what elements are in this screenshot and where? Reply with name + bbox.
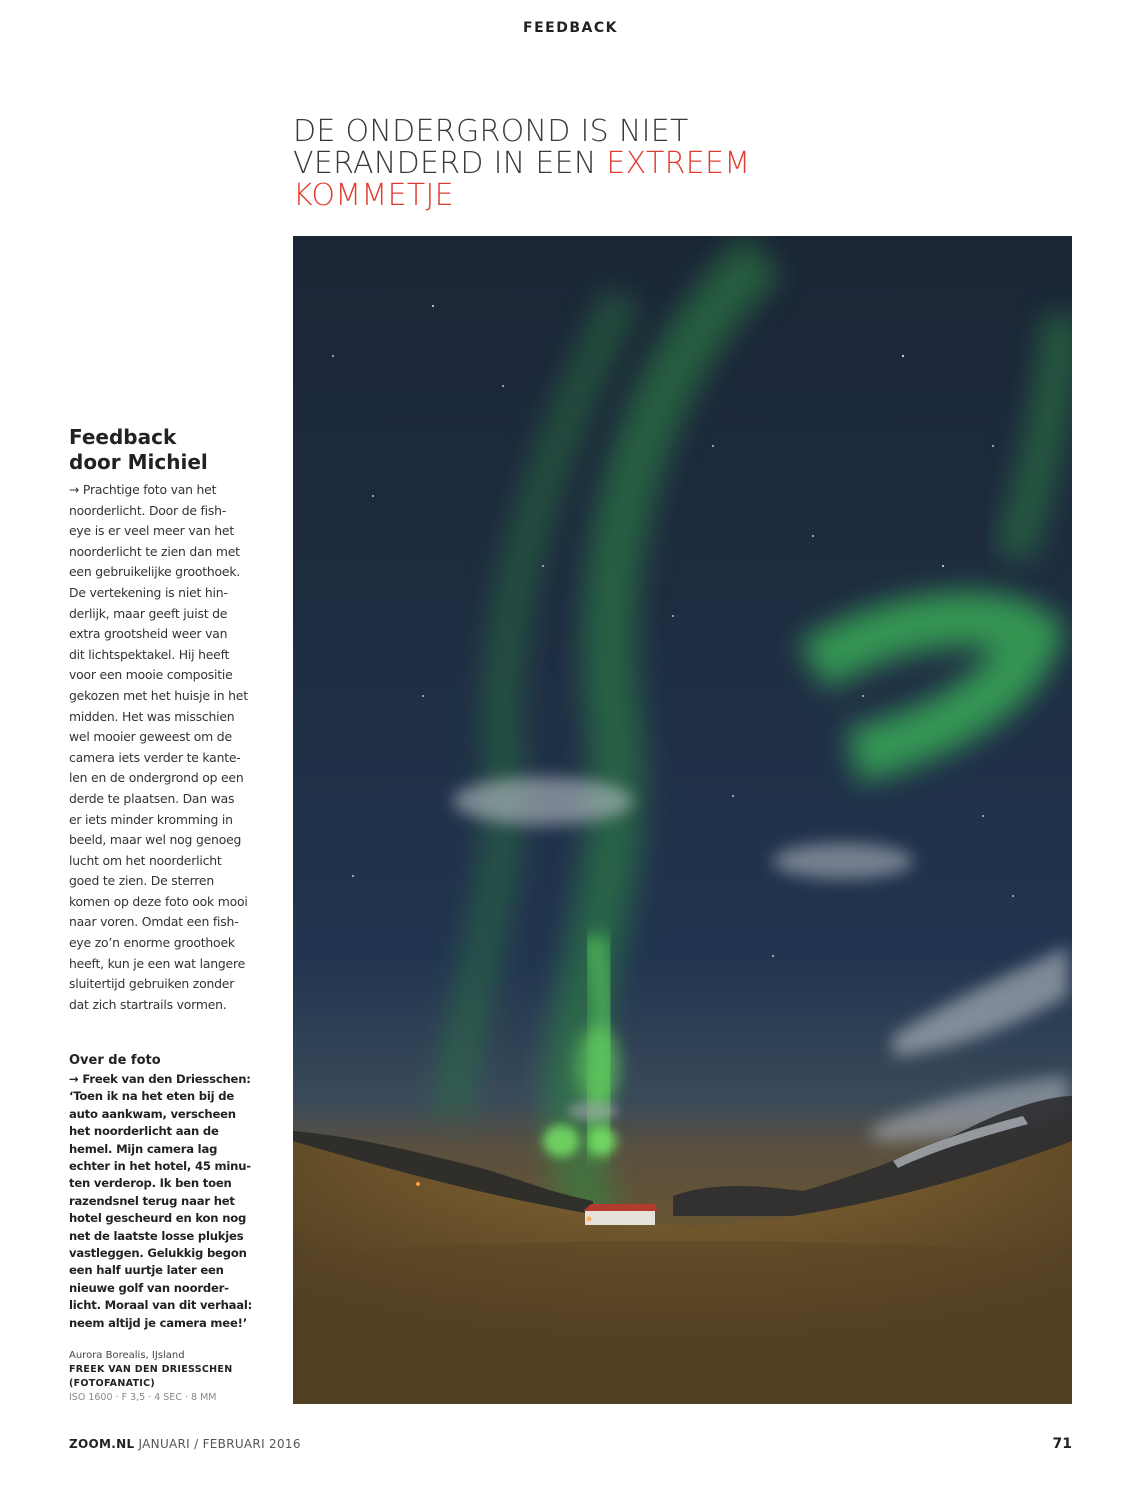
distant-light — [416, 1182, 420, 1186]
feedback-line: heeft, kun je een wat langere — [69, 955, 246, 971]
house-roof — [583, 1204, 658, 1211]
feedback-line: derde te plaatsen. Dan was — [69, 790, 235, 806]
feedback-line: derlijk, maar geeft juist de — [69, 605, 228, 621]
about-line: vastleggen. Gelukkig begon — [69, 1246, 247, 1261]
about-line: hemel. Mijn camera lag — [69, 1141, 218, 1156]
feedback-line: noorderlicht te zien dan met — [69, 543, 240, 559]
feedback-title — [69, 425, 269, 475]
feedback-line: wel mooier geweest om de — [69, 729, 232, 745]
about-line: een half uurtje later een — [69, 1263, 224, 1278]
feedback-line: dat zich startrails vormen. — [69, 996, 227, 1012]
feedback-line: midden. Het was misschien — [69, 708, 235, 724]
feedback-line: len en de ondergrond op een — [69, 770, 244, 786]
cloud-1 — [453, 777, 633, 825]
cloud-3 — [893, 946, 1068, 1056]
headline-line-1: DE ONDERGROND IS NIET — [293, 114, 689, 149]
feedback-line: beeld, maar wel nog genoeg — [69, 832, 242, 848]
feedback-line: een gebruikelijke groothoek. — [69, 564, 241, 580]
feedback-line: voor een mooie compositie — [69, 667, 233, 683]
about-line: nieuwe golf van noorder- — [69, 1280, 229, 1295]
caption-exif: ISO 1600 · F 3,5 · 4 SEC · 8 MM — [69, 1392, 217, 1403]
house-light — [587, 1217, 592, 1222]
about-photo-body — [69, 1071, 259, 1332]
aurora-glow-bottom-1 — [543, 1125, 579, 1157]
aurora-glow-mid — [576, 1026, 620, 1106]
cloud-5 — [568, 1101, 618, 1121]
feedback-line: extra grootsheid weer van — [69, 626, 228, 642]
headline-accent-2: KOMMETJE — [293, 178, 454, 213]
feedback-line: noorderlicht. Door de fish- — [69, 502, 227, 518]
feedback-line: lucht om het noorderlicht — [69, 852, 222, 868]
feedback-line: eye zo’n enorme groothoek — [69, 935, 235, 951]
caption-title: Aurora Borealis, IJsland — [69, 1350, 185, 1361]
ground-texture — [293, 1241, 1072, 1404]
feedback-line: camera iets verder te kante- — [69, 749, 241, 765]
headline-line-2: VERANDERD IN EEN — [293, 146, 607, 181]
feedback-line: dit lichtspektakel. Hij heeft — [69, 646, 230, 662]
about-line: razendsnel terug naar het — [69, 1193, 235, 1208]
about-line: hotel gescheurd en kon nog — [69, 1211, 247, 1226]
feedback-line: → Prachtige foto van het — [69, 482, 217, 497]
feedback-line: De vertekening is niet hin- — [69, 584, 228, 600]
feedback-body — [69, 480, 254, 1015]
feedback-line: komen op deze foto ook mooi — [69, 893, 248, 909]
aurora-photo — [293, 236, 1072, 1404]
about-line: het noorderlicht aan de — [69, 1124, 219, 1139]
feedback-line: naar voren. Omdat een fish- — [69, 914, 239, 930]
headline-accent-1: EXTREEM — [606, 146, 751, 181]
about-line: echter in het hotel, 45 minu- — [69, 1159, 251, 1174]
section-label: FEEDBACK — [523, 20, 618, 36]
aurora-illustration — [293, 236, 1072, 1404]
house-wall — [585, 1211, 655, 1225]
cloud-2 — [773, 843, 913, 879]
about-photo-title: Over de foto — [69, 1053, 161, 1068]
about-line: ten verderop. Ik ben toen — [69, 1176, 232, 1191]
feedback-line: er iets minder kromming in — [69, 811, 233, 827]
caption-author-affiliation: (FOTOFANATIC) — [69, 1378, 156, 1389]
headline — [293, 116, 853, 212]
feedback-title-line-2: door Michiel — [69, 450, 208, 474]
feedback-title-line-1: Feedback — [69, 425, 177, 449]
footer-issue — [69, 1437, 301, 1451]
about-line: licht. Moraal van dit verhaal: — [69, 1298, 253, 1313]
about-line: neem altijd je camera mee!’ — [69, 1315, 247, 1330]
photo-caption — [69, 1349, 269, 1405]
feedback-line: gekozen met het huisje in het — [69, 687, 248, 703]
caption-author: FREEK VAN DEN DRIESSCHEN — [69, 1364, 233, 1375]
feedback-line: eye is er veel meer van het — [69, 523, 234, 539]
about-line: net de laatste losse plukjes — [69, 1228, 244, 1243]
feedback-line: sluitertijd gebruiken zonder — [69, 976, 235, 992]
about-line: ‘Toen ik na het eten bij de — [69, 1089, 235, 1104]
footer-brand: ZOOM.NL — [69, 1437, 135, 1451]
about-line: → Freek van den Driesschen: — [69, 1072, 251, 1086]
footer-issue-date: JANUARI / FEBRUARI 2016 — [138, 1437, 301, 1451]
aurora-curtain-right — [813, 619, 1033, 756]
about-line: auto aankwam, verscheen — [69, 1106, 236, 1121]
aurora-glow-bottom-2 — [589, 1127, 617, 1155]
page-number: 71 — [1052, 1436, 1072, 1452]
aurora-edge-right — [1013, 316, 1063, 556]
feedback-line: goed te zien. De sterren — [69, 873, 215, 889]
